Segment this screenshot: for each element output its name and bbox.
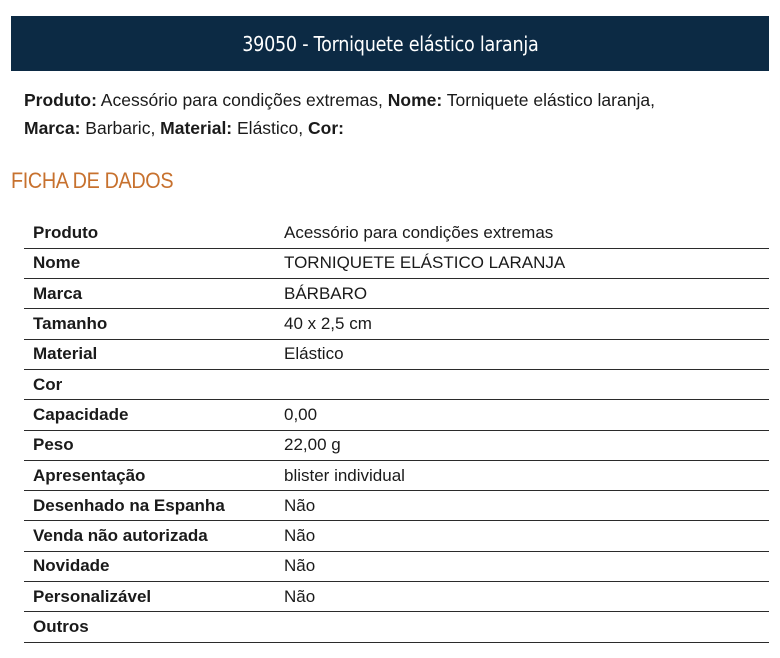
spec-row-personalizavel	[24, 582, 769, 612]
spec-row-marca	[24, 279, 769, 309]
spec-row-peso	[24, 430, 769, 460]
summary-produto-label: Produto:	[24, 90, 97, 110]
section-title: FICHA DE DADOS	[11, 168, 174, 193]
summary-material-value: Elástico,	[232, 118, 309, 138]
spec-label: Outros	[24, 612, 276, 642]
summary-produto-value: Acessório para condições extremas,	[96, 90, 388, 110]
spec-value: Não	[276, 582, 769, 612]
spec-row-venda	[24, 521, 769, 551]
spec-label: Marca	[24, 279, 276, 309]
spec-value: Acessório para condições extremas	[276, 218, 769, 248]
spec-value: Elástico	[276, 339, 769, 369]
spec-table	[24, 218, 769, 643]
spec-value: Não	[276, 521, 769, 551]
spec-label: Nome	[24, 248, 276, 278]
spec-value	[276, 612, 769, 642]
spec-label: Cor	[24, 369, 276, 399]
spec-row-novidade	[24, 551, 769, 581]
spec-value: TORNIQUETE ELÁSTICO LARANJA	[276, 248, 769, 278]
spec-label: Novidade	[24, 551, 276, 581]
spec-label: Tamanho	[24, 309, 276, 339]
spec-label: Material	[24, 339, 276, 369]
spec-row-desenhado	[24, 491, 769, 521]
spec-row-material	[24, 339, 769, 369]
spec-label: Apresentação	[24, 460, 276, 490]
spec-label: Personalizável	[24, 582, 276, 612]
summary-nome-value: Torniquete elástico laranja,	[442, 90, 655, 110]
spec-value: Não	[276, 551, 769, 581]
summary-material-label: Material:	[160, 118, 233, 138]
spec-label: Desenhado na Espanha	[24, 491, 276, 521]
spec-label: Produto	[24, 218, 276, 248]
spec-row-cor	[24, 369, 769, 399]
spec-value: 22,00 g	[276, 430, 769, 460]
product-summary	[24, 86, 764, 142]
summary-nome-label: Nome:	[387, 90, 443, 110]
spec-row-tamanho	[24, 309, 769, 339]
spec-label: Capacidade	[24, 400, 276, 430]
spec-value: 0,00	[276, 400, 769, 430]
spec-value: BÁRBARO	[276, 279, 769, 309]
summary-cor-label: Cor:	[308, 118, 344, 138]
spec-row-nome	[24, 248, 769, 278]
spec-label: Venda não autorizada	[24, 521, 276, 551]
spec-row-apresentacao	[24, 460, 769, 490]
summary-marca-label: Marca:	[24, 118, 81, 138]
spec-row-produto	[24, 218, 769, 248]
spec-value: blister individual	[276, 460, 769, 490]
spec-row-capacidade	[24, 400, 769, 430]
spec-label: Peso	[24, 430, 276, 460]
spec-value: Não	[276, 491, 769, 521]
product-header	[11, 16, 769, 71]
spec-value	[276, 369, 769, 399]
spec-value: 40 x 2,5 cm	[276, 309, 769, 339]
spec-row-outros	[24, 612, 769, 642]
page-title: 39050 - Torniquete elástico laranja	[241, 31, 539, 56]
summary-marca-value: Barbaric,	[80, 118, 161, 138]
